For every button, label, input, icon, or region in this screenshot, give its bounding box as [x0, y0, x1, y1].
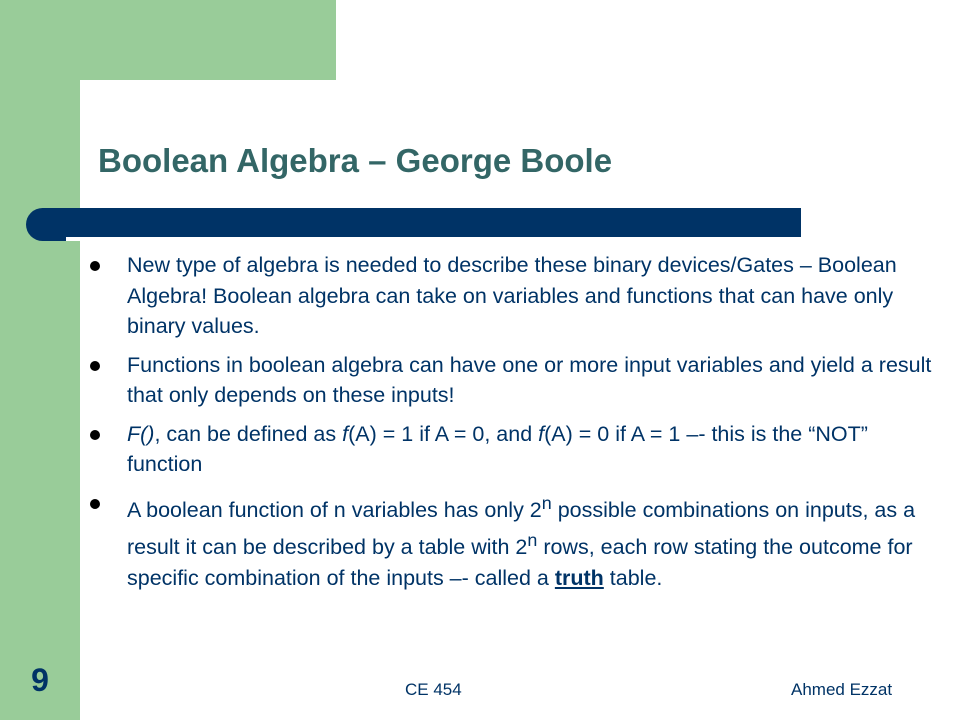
- bullet-list: [90, 250, 940, 593]
- exponent: n: [527, 530, 538, 551]
- bullet-item-3: [90, 419, 940, 480]
- bullet-dot-icon: [90, 361, 100, 371]
- bullet-text: table.: [603, 565, 663, 590]
- footer-author: Ahmed Ezzat: [791, 680, 893, 699]
- top-accent-band: [0, 0, 336, 80]
- bullet-text: (A) = 0 if A = 1 –- this is the “NOT” function: [127, 421, 868, 476]
- bullet-text: Functions in boolean algebra can have one or more input variables and yield a result that only depends on these inputs!: [127, 352, 932, 407]
- slide-content: [90, 250, 940, 601]
- bullet-dot-icon: [90, 499, 100, 509]
- bullet-item-4: [90, 488, 940, 594]
- bullet-text: A boolean function of n variables has only 2: [127, 497, 542, 522]
- function-symbol: f: [538, 421, 545, 446]
- footer-course: CE 454: [405, 680, 462, 699]
- bullet-dot-icon: [90, 261, 100, 271]
- bullet-item-2: [90, 350, 940, 411]
- bullet-text: rows, each row stating the outcome for specific combination of the inputs –- called a: [127, 535, 913, 590]
- function-symbol: f: [342, 421, 349, 446]
- title-bar-notch: [66, 237, 801, 241]
- slide-title: Boolean Algebra – George Boole: [98, 142, 613, 179]
- exponent: n: [541, 492, 552, 513]
- bullet-dot-icon: [90, 430, 100, 440]
- function-name: F(): [127, 421, 155, 446]
- bullet-item-1: [90, 250, 940, 342]
- bullet-text: possible combinations on inputs, as a result it can be described by a table with 2: [127, 497, 916, 560]
- bullet-text: New type of algebra is needed to describe these binary devices/Gates – Boolean Algebra! Boolean algebra can take on variables and functions that can have only binary values.: [127, 253, 897, 338]
- bullet-text: , can be defined as: [154, 421, 343, 446]
- left-accent-band: [0, 0, 80, 720]
- bullet-text: (A) = 1 if A = 0, and: [348, 421, 539, 446]
- truth-link[interactable]: truth: [554, 565, 604, 590]
- slide-number: 9: [31, 662, 49, 698]
